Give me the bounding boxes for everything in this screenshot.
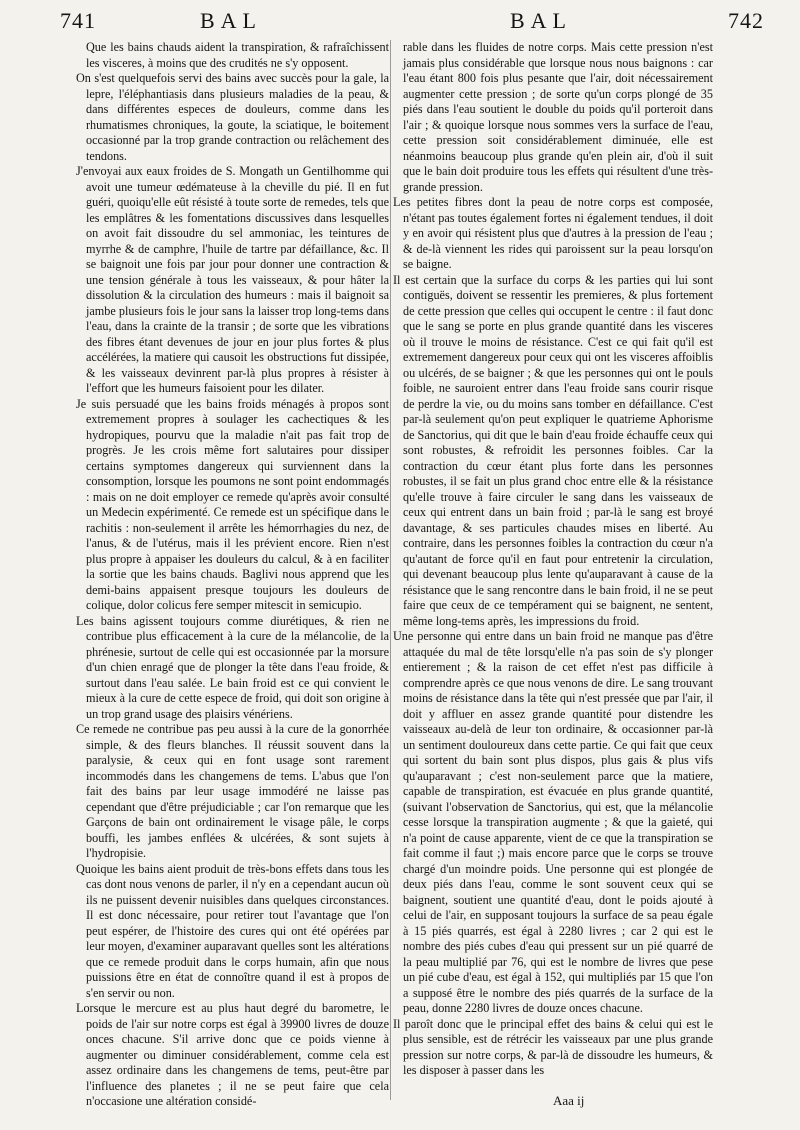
paragraph: Il est certain que la surface du corps & les parties qui lui sont contiguës, doivent se ressentir les premieres, & plus fortement de cette pression que celles qui occupent le centre : il faut donc que le sang se porte en plus grande quantité dans les visceres où il trouve le moins de résistance. C'est ce qui fait qu'il est extremement dangereux pour ceux qui ont les visceres affoiblis ou ulcérés, de se baigner ; & que les personnes qui ont le pouls foible, ne sauroient entrer dans l'eau froide sans courir risque de perdre la vie, ou du moins sans tomber en défaillance. C'est par-là seulement qu'on peut expliquer le quatrieme Aphorisme de Sanctorius, qui dit que le bain d'eau froide échauffe ceux qui sont robustes, & refroidit les personnes foibles. Car la contraction du cœur étant plus forte dans les personnes robustes, il se fait un plus grand choc entre elle & la résistance qu'elle trouve à faire circuler le sang dans les vaisseaux de ceux qui entrent dans un bain froid ; par-là le sang est broyé davantage, & ses particules chaudes mises en liberté. Au contraire, dans les personnes foibles la contraction du cœur n'a qu'autant de force qu'il en faut pour entretenir la circulation, qui devenant beaucoup plus lente qu'auparavant à cause de la résistance que le sang rencontre dans le bain froid, il ne se peut faire que ceux de ce tempérament qui se baignent, ne sentent, même long-tems après, les impressions du froid. — [393, 272, 713, 628]
paragraph: Quoique les bains aient produit de très-bons effets dans tous les cas dont nous venons de parler, il n'y en a cependant aucun où ils ne puissent devenir nuisibles dans quelques circonstances. Il est donc nécessaire, pour retirer tout l'avantage que l'on peut espérer, de l'histoire des cures qui ont été opérées par leur moyen, d'examiner auparavant quelles sont les altérations que ce remede produit dans le corps humain, afin que nous puissions être en état de connoître quand il est à propos de s'en servir ou non. — [76, 861, 389, 1000]
running-head-right: BAL — [510, 8, 572, 33]
column-divider — [390, 40, 391, 1100]
page-number-right: 742 — [728, 8, 764, 33]
left-column — [76, 40, 389, 1110]
paragraph: J'envoyai aux eaux froides de S. Mongath un Gentilhomme qui avoit une tumeur œdémateuse à la cheville du pié. Il en fut guéri, quoiqu'elle eût résisté à toute sorte de remedes, tels que les emplâtres & les fomentations discussives dans lesquelles on avoit fait dissoudre du sel ammoniac, les teintures de myrrhe & de camphre, l'huile de tartre par défaillance, &c. Il se baignoit une fois par jour pour donner une contraction & une tension générale à tous les vaisseaux, & pour hâter la dissolution & la circulation des humeurs : mais il baignoit sa jambe plusieurs fois le jour sans la laisser trop long-tems dans l'eau, dans la crainte de la transir ; de sorte que les vibrations des fibres étant devenues de jour en jour plus fortes & plus accélérées, la matiere qui causoit les obstructions fut dissipée, & les vaisseaux devinrent par-là plus propres à résister à l'effort que les humeurs faisoient pour les dilater. — [76, 164, 389, 395]
paragraph: Je suis persuadé que les bains froids ménagés à propos sont extremement propres à soulager les cachectiques & les hydropiques, pourvu que la maladie n'ait pas fait trop de progrès. Je les crois même fort salutaires pour dissiper certains symptomes dangereux qui surviennent dans la consomption, lorsque les poumons ne sont point endommagés : mais on ne doit employer ce remede qu'après avoir consulté un Medecin expérimenté. Ce remede est un spécifique dans le rachitis : non-seulement il arrête les hémorrhagies du nez, de l'anus, & de l'utérus, mais il les prévient encore. Rien n'est plus propre à appaiser les douleurs du calcul, & à en faciliter la sortie que les bains chauds. Baglivi nous apprend que les demi-bains appaisent presque toujours les douleurs de colique, dolor colicus fere semper mitescit in semicupio. — [76, 396, 389, 612]
signature-mark: Aaa ij — [553, 1093, 585, 1108]
paragraph: Les bains agissent toujours comme diurétiques, & rien ne contribue plus efficacement à la cure de la mélancolie, de la phrénesie, surtout de celle qui est occasionnée par la morsure d'un chien enragé que de plonger la tête dans l'eau froide, & surtout dans l'eau salée. Le bain froid est ce qui convient le mieux à la cure de cette espece de froid, qui doit son origine à un trop grand usage des plaisirs vénériens. — [76, 613, 389, 721]
paragraph: Il paroît donc que le principal effet des bains & celui qui est le plus sensible, est de rétrécir les vaisseaux par une plus grande pression sur notre corps, & par-là de dissoudre les humeurs, & les disposer à passer dans les — [393, 1016, 713, 1077]
paragraph: Ce remede ne contribue pas peu aussi à la cure de la gonorrhée simple, & des fleurs blanches. Il réussit souvent dans la paralysie, & ceux qui en font usage sont rarement incommodés dans les changemens de tems. L'abus que l'on fait des bains par leur usage immodéré ne laisse pas cependant que d'être préjudiciable ; car l'on remarque que les Garçons de bain ont ordinairement le visage pâle, le corps bouffi, les jambes enflées & ulcérées, & sont sujets à l'hydropisie. — [76, 722, 389, 860]
paragraph: Que les bains chauds aident la transpiration, & rafraîchissent les visceres, à moins que des crudités ne s'y opposent. — [86, 40, 389, 70]
paragraph: Les petites fibres dont la peau de notre corps est composée, n'étant pas toutes également fortes ni également tendues, il doit y en avoir qui résistent plus que d'autres à la pression de l'eau ; & de-là viennent les rides qui paroissent sur la peau lorsqu'on se baigne. — [393, 195, 713, 271]
right-column — [393, 40, 713, 1079]
paragraph: On s'est quelquefois servi des bains avec succès pour la gale, la lepre, l'éléphantiasis dans plusieurs maladies de la peau, & dans différentes especes de douleurs, comme dans les rhumatismes chroniques, la goute, la sciatique, le boitement occasionné par la trop grande contraction ou relâchement des tendons. — [76, 71, 389, 163]
paragraph: Lorsque le mercure est au plus haut degré du barometre, le poids de l'air sur notre corps est égal à 39900 livres de douze onces chacune. S'il arrive donc que ce poids vienne à augmenter ou diminuer considérablement, comme cela est assez ordinaire dans les changemens de tems, peut-être par l'influence des planetes ; il ne se peut faire que cela n'occasione une altération considé- — [76, 1001, 389, 1108]
paragraph: rable dans les fluides de notre corps. Mais cette pression n'est jamais plus considérable que lorsque nous nous baignons : car l'eau étant 800 fois plus pesante que l'air, doit nécessairement augmenter cette pression ; de sorte qu'un corps plongé de 35 piés dans l'eau soutient le double du poids qu'il porteroit dans l'air ; & quoique lorsque nous sommes vers la surface de l'eau, cette pression soit considérablement diminuée, elle est néanmoins beaucoup plus grande qu'en plein air, d'où il suit que le bain doit produire tous les effets qui résultent d'une très-grande pression. — [403, 40, 713, 194]
page-header — [0, 8, 800, 38]
page-number-left: 741 — [60, 8, 96, 33]
paragraph: Une personne qui entre dans un bain froid ne manque pas d'être attaquée du mal de tête lorsqu'elle n'a pas soin de s'y plonger entierement ; & la raison de cet effet n'est pas difficile à comprendre après ce que nous venons de dire. Le sang trouvant moins de résistance dans la tête qui n'est pressée que par l'air, il doit y affluer en assez grande quantité pour distendre les vaisseaux au-delà de leur ton ordinaire, & occasionner par-là un sentiment douloureux dans cette partie. Ce qui fait que ceux qui sortent du bain sont plus dispos, plus gais & plus vifs qu'auparavant ; c'est non-seulement parce que la matiere, capable de transpiration, est évacuée en plus grande quantité, (suivant l'observation de Sanctorius, qui est, que la mélancolie cesse lorsque la transpiration augmente ; & que la gaieté, qui n'a point de cause apparente, vient de ce que la transpiration se fait comme il faut ;) mais encore parce que le corps se trouve chargé d'un moindre poids. Une personne qui est plongée de deux piés dans l'eau, comme le sont souvent ceux qui se baignent, soutient une quantité d'eau, dont le poids ajouté à celui de l'air, en supposant toujours la surface de sa peau égale à 15 piés quarrés, est égal à 2280 livres ; car 2 qui est le nombre des piés cubes d'eau qui pressent sur un pié quarré de la peau multiplié par 76, qui est le nombre de livres que pese un pié cube d'eau, est égal à 152, qui multipliés par 15 que l'on a supposé être le nombre des piés quarrés de la surface de la peau, donne 2280 livres de douze onces chacune. — [393, 629, 713, 1015]
running-head-left: BAL — [200, 8, 262, 33]
